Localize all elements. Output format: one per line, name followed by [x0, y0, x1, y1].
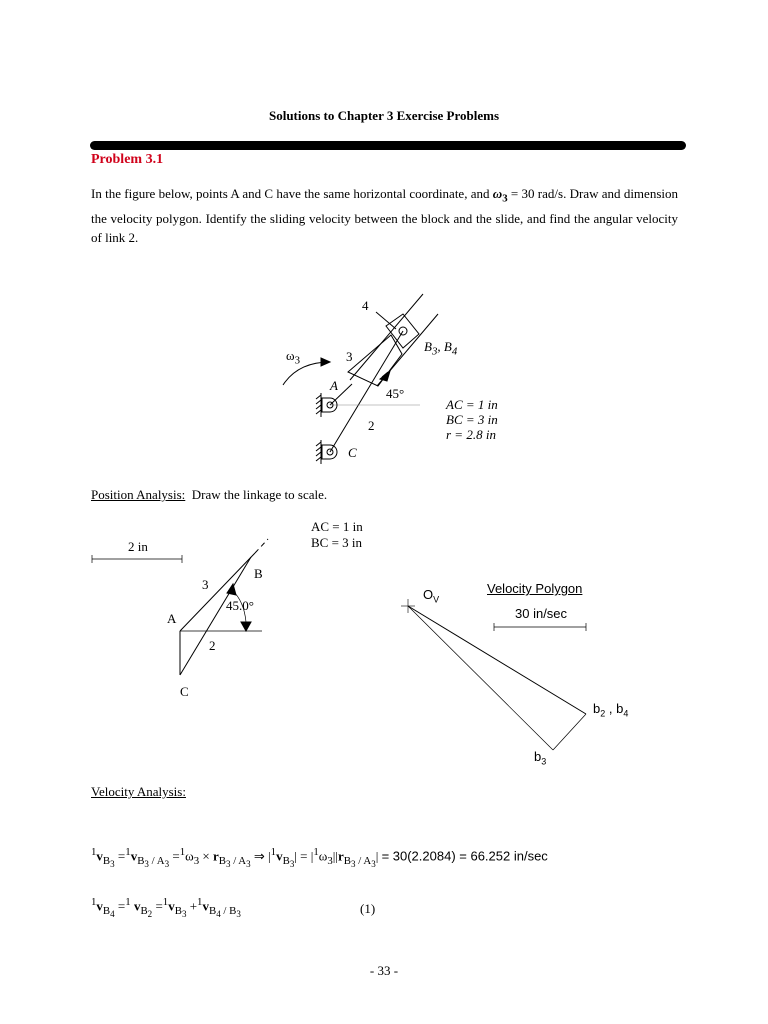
- velocity-b3-sub: 3: [541, 756, 547, 767]
- velocity-origin-sub: V: [433, 594, 440, 605]
- velocity-b2: b: [593, 701, 601, 716]
- page-number: - 33 -: [369, 963, 399, 978]
- position-scale-label: 2 in: [128, 539, 148, 554]
- velocity-polygon-title: Velocity Polygon: [487, 581, 583, 596]
- fig1-b3: B: [424, 339, 432, 354]
- position-link-2: 2: [209, 638, 216, 653]
- page-title: Solutions to Chapter 3 Exercise Problems: [268, 108, 500, 123]
- vb2-vector: [408, 606, 586, 714]
- equation-1: $^1v_{B_3} =^1v_{B_3 / A_3} =^1\omega_3 \times r_{B_3 / A_3}$ ⇒ $|^1v_{B_3}| = |^1\omega_3||r_{B_3 / A_3}| = 30(2.2084) = 66.252$ in/sec: [91, 846, 548, 870]
- velocity-b3: [534, 749, 546, 767]
- position-dim-bc: BC = 3 in: [311, 535, 363, 550]
- fig1-dim-ac: AC = 1 in: [446, 397, 498, 412]
- velocity-b4-sub: 4: [623, 708, 629, 719]
- fig1-angle: 45°: [386, 386, 405, 401]
- fig1-dim-bc: BC = 3 in: [446, 412, 498, 427]
- vb3-vector: [408, 606, 553, 750]
- equation-2-number: (1): [360, 901, 376, 916]
- fig1-b4: B: [443, 339, 452, 354]
- statement-part-b: = 30 rad/s. Draw and dimension the velocity polygon. Identify the sliding velocity between the block and the slide, and find the angular velocity of link 2.: [91, 186, 678, 245]
- fig1-omega-sub: 3: [294, 354, 300, 367]
- omega-symbol: ω: [492, 186, 503, 201]
- fig1-point-a: A: [330, 378, 338, 393]
- equation-2: $^1v_{B_4} =^1$ $v_{B_2} =^1v_{B_3} +^1v_{B_4 / B_3}$: [91, 896, 241, 920]
- fig1-b3-sub: 3: [431, 345, 438, 358]
- velocity-origin: [423, 587, 439, 605]
- velocity-b2-b4: [593, 701, 628, 719]
- position-analysis-note: Draw the linkage to scale.: [191, 487, 328, 502]
- position-point-a: A: [167, 611, 177, 626]
- fig1-b4-sub: 4: [451, 345, 458, 358]
- equation-1-result: = 30(2.2084) = 66.252 in/sec: [381, 848, 548, 864]
- velocity-b2-sub: 2: [600, 708, 606, 719]
- velocity-origin-o: O: [423, 587, 434, 602]
- velocity-b4: , b: [605, 701, 624, 716]
- fig1-link-2: 2: [368, 418, 375, 433]
- velocity-analysis-heading: Velocity Analysis:: [91, 784, 186, 799]
- fig1-omega-symbol: ω: [286, 348, 295, 363]
- velocity-scale-label: 30 in/sec: [515, 606, 568, 621]
- velocity-b3-letter: b: [534, 749, 542, 764]
- fig1-sep: ,: [437, 339, 444, 354]
- vb4b3-vector: [553, 714, 586, 750]
- fig1-link-3: 3: [346, 349, 353, 364]
- omega-subscript: 3: [502, 192, 508, 205]
- fig1-point-c: C: [348, 445, 357, 460]
- fig1-link-4: 4: [362, 298, 369, 313]
- position-point-b: B: [254, 566, 263, 581]
- problem-label: Problem 3.1: [91, 152, 164, 167]
- fig1-dim-r: r = 2.8 in: [446, 427, 496, 442]
- position-analysis-heading: Position Analysis:: [91, 487, 186, 502]
- position-link-3: 3: [202, 577, 209, 592]
- position-angle: 45.0°: [226, 598, 254, 613]
- statement-part-a: In the figure below, points A and C have the same horizontal coordinate, and: [91, 186, 493, 201]
- position-point-c: C: [180, 684, 189, 699]
- position-dim-ac: AC = 1 in: [311, 519, 363, 534]
